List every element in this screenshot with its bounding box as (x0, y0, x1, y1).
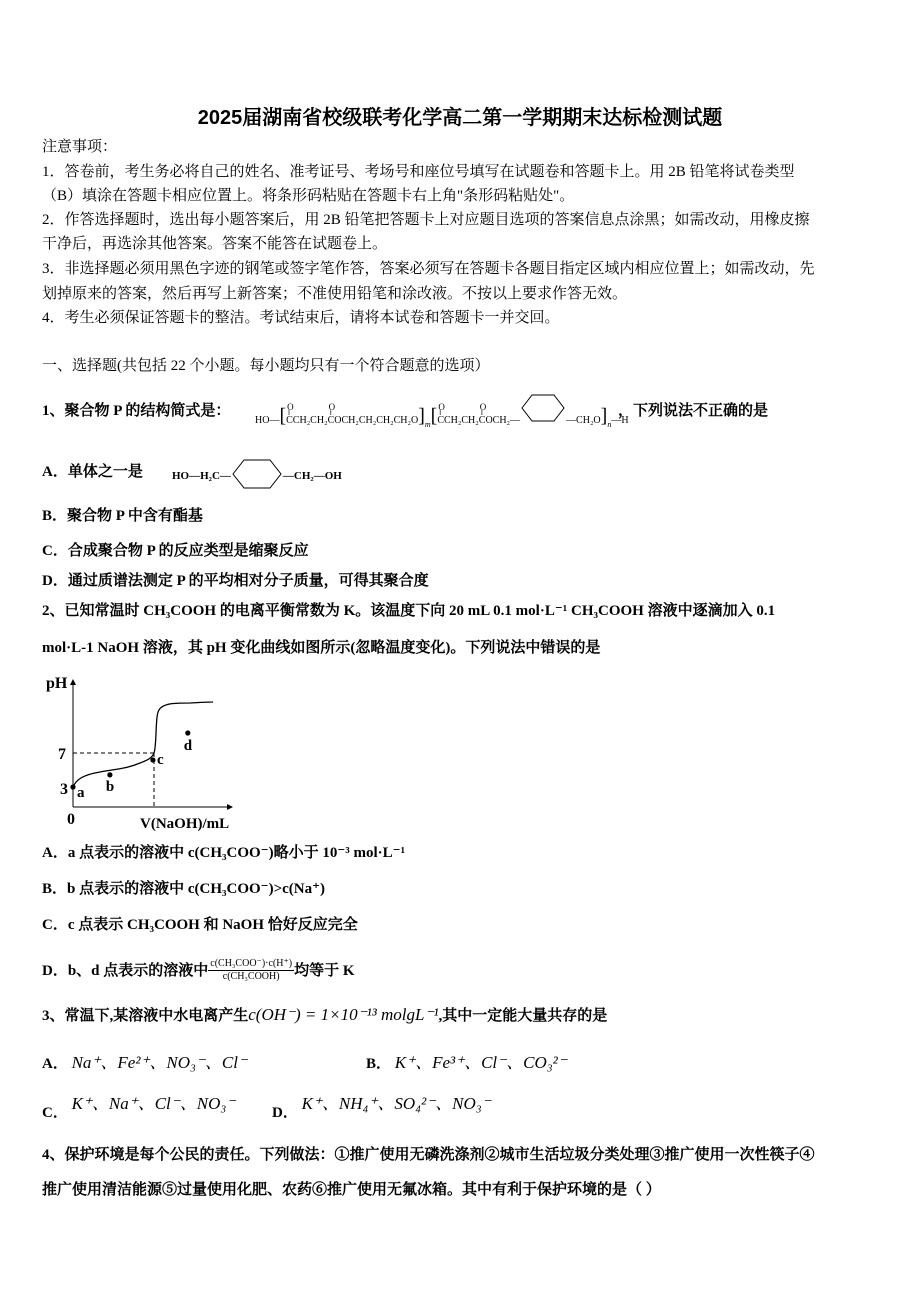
note-line: （B）填涂在答题卡相应位置上。将条形码粘贴在答题卡右上角"条形码粘贴处"。 (42, 188, 575, 204)
q4-stem-line1: 4、保护环境是每个公民的责任。下列做法：①推广使用无磷洗涤剂②城市生活垃圾分类处理③推广使用一次性筷子④ (42, 1147, 815, 1163)
q2-option-d: D．b、d 点表示的溶液中 $\frac{\text{c(CH₃COO⁻)·c(H⁺)}}{\text{c(CH₃COOH)}}$ 均等于 K (42, 958, 355, 982)
x-tick-0: 0 (67, 811, 75, 828)
q3-option-d: D． K⁺、NH₄⁺、SO₄²⁻、NO₃⁻ (272, 1094, 491, 1121)
cyclohexane-ring-icon (231, 458, 283, 493)
y-axis-label: pH (46, 675, 68, 692)
point-label-c: c (156, 752, 164, 768)
q1-option-d: D．通过质谱法测定 P 的平均相对分子质量，可得其聚合度 (42, 573, 429, 589)
q1-option-c: C．合成聚合物 P 的反应类型是缩聚反应 (42, 543, 309, 559)
y-tick-7: 7 (58, 746, 66, 763)
q1-stem: 1、聚合物 P 的结构简式是： (42, 403, 231, 419)
q4-stem-line2: 推广使用清洁能源⑤过量使用化肥、农药⑥推广使用无氟冰箱。其中有利于保护环境的是（ ） (42, 1182, 661, 1198)
note-line: 1．答卷前，考生务必将自己的姓名、准考证号、考场号和座位号填写在试题卷和答题卡上。用 2B 铅笔将试卷类型 (42, 164, 795, 180)
q1-option-b: B．聚合物 P 中含有酯基 (42, 508, 203, 524)
data-point-d (185, 730, 190, 735)
q3-option-c: C． K⁺、Na⁺、Cl⁻、NO₃⁻ (42, 1094, 236, 1121)
data-point-a (70, 784, 75, 789)
note-line: 干净后，再选涂其他答案。答案不能答在试题卷上。 (42, 236, 388, 252)
monomer-structure: HO—H₂C— —CH₂—OH (172, 458, 342, 493)
point-label-d: d (183, 738, 193, 754)
x-axis-label: V(NaOH)/mL (140, 816, 230, 832)
q2-option-c: C．c 点表示 CH₃COOH 和 NaOH 恰好反应完全 (42, 917, 358, 933)
data-point-c (150, 757, 155, 762)
q1-stem-tail: ，下列说法不正确的是 (618, 403, 769, 419)
data-point-b (107, 772, 112, 777)
q2-option-b: B．b 点表示的溶液中 c(CH₃COO⁻)>c(Na⁺) (42, 881, 326, 897)
q3-option-a: A． Na⁺、Fe²⁺、NO₃⁻、Cl⁻ (42, 1053, 247, 1072)
point-label-b: b (105, 778, 115, 795)
polymer-structure: HO— [ O C ‖ CH₂CH₂ O C ‖ OCH₂CH₂CH₂CH₂O ] m [ O C ‖ CH₂CH₂ O C ‖ OCH₂— —CH₂O ] n —H (255, 396, 629, 426)
ph-titration-chart (30, 670, 250, 840)
q2-stem-line2: mol·L-1 NaOH 溶液，其 pH 变化曲线如图所示(忽略温度变化)。下列说法中错误的是 (42, 640, 601, 656)
q1-option-a: A．单体之一是 (42, 464, 143, 480)
cyclohexane-ring-icon (520, 393, 566, 426)
q3-option-b: B． K⁺、Fe³⁺、Cl⁻、CO₃²⁻ (366, 1053, 567, 1072)
ratio-fraction: $\frac{\text{c(CH₃COO⁻)·c(H⁺)}}{\text{c(CH₃COOH)}}$ (210, 958, 293, 982)
q2-stem-line1: 2、已知常温时 CH₃COOH 的电离平衡常数为 K。该温度下向 20 mL 0.1 mol·L⁻¹ CH₃COOH 溶液中逐滴加入 0.1 (42, 603, 776, 619)
oh-concentration-formula: c(OH⁻) = 1×10⁻¹³ molgL⁻¹ (248, 1005, 439, 1024)
q2-option-a: A．a 点表示的溶液中 c(CH₃COO⁻)略小于 10⁻³ mol·L⁻¹ (42, 845, 406, 861)
point-label-a: a (77, 785, 85, 801)
page-title: 2025届湖南省校级联考化学高二第一学期期末达标检测试题 (197, 107, 723, 129)
y-tick-3: 3 (60, 781, 68, 798)
note-line: 划掉原来的答案，然后再写上新答案；不准使用铅笔和涂改液。不按以上要求作答无效。 (42, 286, 628, 302)
section-heading: 一、选择题(共包括 22 个小题。每小题均只有一个符合题意的选项） (42, 358, 490, 374)
q3-stem: 3、常温下,某溶液中水电离产生c(OH⁻) = 1×10⁻¹³ molgL⁻¹,其中一定能大量共存的是 (42, 1005, 608, 1024)
note-line: 3．非选择题必须用黑色字迹的钢笔或签字笔作答，答案必须写在答题卡各题目指定区域内相应位置上；如需改动，先 (42, 261, 815, 277)
note-line: 2．作答选择题时，选出每小题答案后，用 2B 铅笔把答题卡上对应题目选项的答案信息点涂黑；如需改动，用橡皮擦 (42, 212, 810, 228)
note-line: 4．考生必须保证答题卡的整洁。考试结束后，请将本试卷和答题卡一并交回。 (42, 310, 560, 326)
notes-heading: 注意事项： (42, 139, 118, 155)
